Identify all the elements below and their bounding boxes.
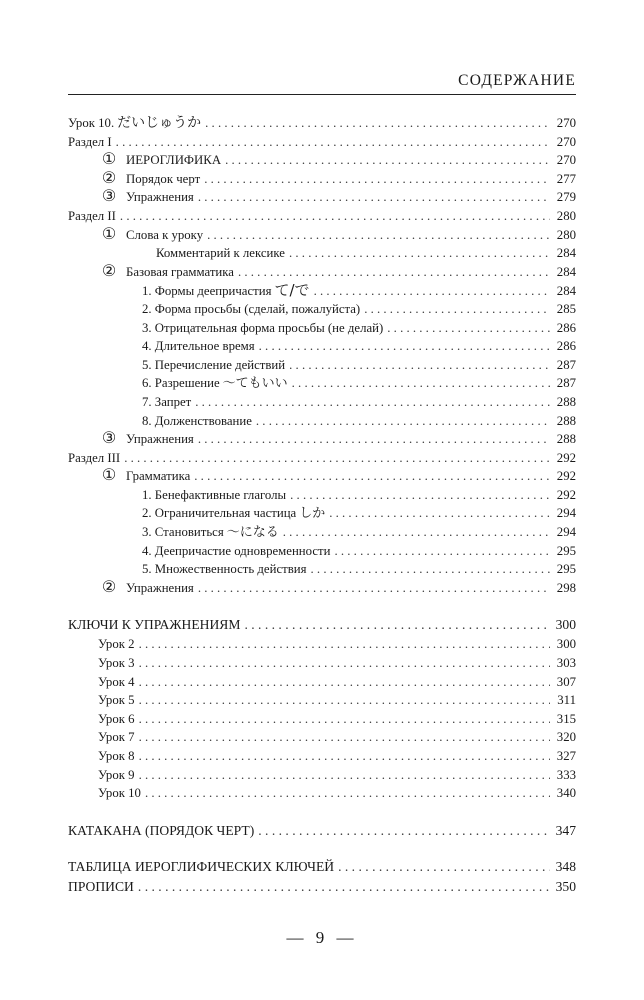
leader-dots [207, 226, 550, 245]
toc-entry [68, 170, 576, 189]
toc-entry [68, 337, 576, 356]
leader-dots [124, 449, 550, 468]
toc-entry-label: Упражнения [126, 580, 194, 595]
toc-entry-label: 4. Деепричастие одновременности [142, 543, 331, 558]
leader-dots [139, 728, 550, 747]
toc-entry-page: 270 [556, 134, 576, 149]
toc-entry-label: Упражнения [126, 190, 194, 205]
toc-entry-page: 300 [555, 617, 576, 633]
toc-entry-label: Урок 3 [98, 656, 135, 671]
toc-entry [68, 523, 576, 542]
toc-entry-japanese: だいじゅうか [117, 115, 202, 131]
circled-number-marker: ③ [101, 188, 117, 206]
leader-dots [120, 207, 550, 226]
toc-entry-japanese: ～てもいい [222, 376, 288, 392]
leader-dots [225, 151, 550, 170]
leader-dots [204, 170, 550, 189]
toc-entry [68, 412, 576, 431]
toc-entry-page: 288 [556, 432, 576, 447]
toc-entry-page: 307 [556, 674, 576, 689]
toc-entry-page: 294 [556, 506, 576, 521]
leader-dots [289, 356, 550, 375]
page-number: — 9 — [286, 928, 358, 947]
leader-dots [283, 523, 550, 542]
toc-entry-page: 288 [556, 394, 576, 409]
toc-entry-page: 277 [556, 171, 576, 186]
leader-dots [244, 615, 550, 635]
toc-entry-section-2 [68, 207, 576, 226]
toc-entry [68, 747, 576, 766]
toc-entry-propisi [68, 877, 576, 897]
leader-dots [314, 282, 550, 301]
toc-entry [68, 635, 576, 654]
toc-entry [68, 579, 576, 598]
leader-dots [290, 486, 550, 505]
leader-dots [289, 244, 550, 263]
toc-entry-page: 315 [556, 711, 576, 726]
toc-entry-page: 287 [556, 376, 576, 391]
toc-entry-japanese: しか [299, 506, 326, 522]
toc-entry-page: 298 [556, 580, 576, 595]
toc-entry-label: Урок 7 [98, 730, 135, 745]
circled-number-marker: ① [101, 151, 117, 169]
toc-entry-label: Раздел III [68, 450, 121, 465]
toc-entry-page: 287 [556, 357, 576, 372]
toc-entry [68, 560, 576, 579]
leader-dots [139, 766, 550, 785]
toc-entry-page: 279 [556, 190, 576, 205]
leader-dots [139, 747, 550, 766]
toc-entry-label: Урок 10. [68, 116, 115, 130]
toc-entry-page: 292 [556, 469, 576, 484]
toc-entry-page: 284 [556, 264, 576, 279]
toc-entry-label: Комментарий к лексике [156, 246, 285, 261]
toc-entry [68, 542, 576, 561]
toc-entry-keys [68, 615, 576, 635]
toc-entry [68, 393, 576, 412]
toc-entry-page: 286 [556, 320, 576, 335]
leader-dots [139, 673, 550, 692]
toc-entry [68, 319, 576, 338]
toc-entry-label: 7. Запрет [142, 394, 192, 409]
toc-entry-page: 284 [556, 246, 576, 261]
leader-dots [259, 337, 550, 356]
toc-entry-label: Грамматика [126, 469, 191, 484]
running-header [68, 64, 576, 95]
toc-entry-section-1 [68, 133, 576, 152]
toc-entry-label: ПРОПИСИ [68, 878, 134, 894]
toc-entry-label: 2. Ограничительная частица [142, 506, 297, 521]
toc-entry-label: КАТАКАНА (ПОРЯДОК ЧЕРТ) [68, 822, 255, 838]
toc-entry-japanese: て/で [274, 281, 310, 300]
toc-entry-lesson10 [68, 114, 576, 133]
leader-dots [139, 635, 550, 654]
toc-entry [68, 430, 576, 449]
toc-entry-page: 295 [556, 562, 576, 577]
leader-dots [194, 467, 550, 486]
toc-entry-label: 1. Формы деепричастия [142, 284, 272, 299]
circled-number-marker: ② [101, 169, 117, 187]
toc-entry-label: ТАБЛИЦА ИЕРОГЛИФИЧЕСКИХ КЛЮЧЕЙ [68, 858, 335, 874]
toc-entry [68, 226, 576, 245]
toc-entry-page: 292 [556, 450, 576, 465]
leader-dots [387, 319, 550, 338]
page-title: СОДЕРЖАНИЕ [458, 72, 576, 89]
toc-entry-page: 295 [556, 543, 576, 558]
toc-entry-page: 280 [556, 208, 576, 223]
leader-dots [198, 188, 550, 207]
toc-entry-label: ИЕРОГЛИФИКА [126, 153, 222, 168]
toc-entry [68, 300, 576, 319]
toc-entry-page: 292 [556, 487, 576, 502]
circled-number-marker: ① [101, 467, 117, 485]
toc-entry-label: КЛЮЧИ К УПРАЖНЕНИЯМ [68, 617, 241, 633]
leader-dots [198, 579, 550, 598]
circled-number-marker: ① [101, 225, 117, 243]
toc-entry-label: 2. Форма просьбы (сделай, пожалуйста) [142, 301, 361, 316]
circled-number-marker: ③ [101, 430, 117, 448]
toc-entry-page: 288 [556, 413, 576, 428]
toc-entry-label: 5. Перечисление действий [142, 357, 286, 372]
leader-dots [139, 691, 550, 710]
toc-entry-page: 294 [556, 525, 576, 540]
toc-entry [68, 673, 576, 692]
toc-entry-label: Урок 4 [98, 674, 135, 689]
toc-entry-label: Урок 6 [98, 711, 135, 726]
leader-dots [139, 654, 550, 673]
toc-entry-label: Базовая грамматика [126, 264, 234, 279]
toc-entry-label: 3. Становиться [142, 525, 224, 540]
toc-entry-page: 270 [556, 153, 576, 168]
leader-dots [195, 393, 550, 412]
leader-dots [311, 560, 550, 579]
toc-entry-katakana [68, 821, 576, 841]
toc-entry-page: 285 [556, 301, 576, 316]
leader-dots [338, 857, 550, 877]
leader-dots [364, 300, 550, 319]
toc-entry [68, 710, 576, 729]
leader-dots [139, 710, 550, 729]
toc-entry-label: 4. Длительное время [142, 339, 255, 354]
leader-dots [256, 412, 550, 431]
toc-entry-page: 270 [556, 116, 576, 130]
toc-entry [68, 281, 576, 300]
leader-dots [138, 877, 550, 897]
toc-entry-label: Упражнения [126, 432, 194, 447]
toc-entry-page: 340 [556, 786, 576, 801]
toc-entry [68, 486, 576, 505]
leader-dots [329, 504, 550, 523]
toc-entry [68, 654, 576, 673]
toc-entry-label: Урок 2 [98, 637, 135, 652]
toc-entry [68, 504, 576, 523]
toc-entry-page: 300 [556, 637, 576, 652]
toc-entry-page: 333 [556, 767, 576, 782]
toc-entry-label: Раздел I [68, 134, 112, 149]
toc-entry [68, 244, 576, 263]
toc-entry-page: 284 [556, 284, 576, 299]
leader-dots [258, 821, 550, 841]
toc-entry-label: 5. Множественность действия [142, 562, 307, 577]
toc-entry-label: Порядок черт [126, 171, 201, 186]
toc-entry-label: 8. Долженствование [142, 413, 252, 428]
toc-entry-label: 6. Разрешение [142, 376, 220, 391]
toc-entry-label: Урок 9 [98, 767, 135, 782]
toc-entry [68, 374, 576, 393]
table-of-contents [68, 114, 576, 897]
toc-entry-label: 3. Отрицательная форма просьбы (не делай) [142, 320, 384, 335]
toc-entry [68, 151, 576, 170]
leader-dots [334, 542, 550, 561]
toc-entry [68, 188, 576, 207]
toc-entry [68, 784, 576, 803]
toc-entry-page: 311 [557, 693, 576, 708]
circled-number-marker: ② [101, 578, 117, 596]
toc-entry-page: 327 [556, 749, 576, 763]
toc-entry-label: 1. Бенефактивные глаголы [142, 487, 287, 502]
toc-entry-label: Урок 10 [98, 786, 141, 801]
toc-entry [68, 263, 576, 282]
leader-dots [116, 133, 550, 152]
toc-entry [68, 766, 576, 785]
toc-entry [68, 356, 576, 375]
toc-entry-radicals [68, 857, 576, 877]
toc-entry-page: 280 [556, 227, 576, 242]
leader-dots [205, 114, 550, 133]
toc-entry-page: 320 [556, 730, 576, 745]
leader-dots [145, 784, 550, 803]
leader-dots [238, 263, 550, 282]
toc-entry-label: Урок 8 [98, 749, 135, 763]
toc-entry [68, 467, 576, 486]
leader-dots [198, 430, 550, 449]
circled-number-marker: ② [101, 262, 117, 280]
toc-entry [68, 728, 576, 747]
toc-entry-label: Раздел II [68, 208, 116, 223]
toc-entry-japanese: ～になる [226, 525, 279, 541]
leader-dots [292, 374, 550, 393]
toc-entry-label: Слова к уроку [126, 227, 204, 242]
toc-entry-section-3 [68, 449, 576, 468]
toc-entry-page: 303 [556, 656, 576, 671]
toc-entry-page: 350 [555, 878, 576, 894]
toc-entry-page: 286 [556, 339, 576, 354]
toc-entry-page: 347 [555, 822, 576, 838]
toc-entry [68, 691, 576, 710]
toc-entry-page: 348 [555, 858, 576, 874]
toc-entry-label: Урок 5 [98, 693, 135, 708]
